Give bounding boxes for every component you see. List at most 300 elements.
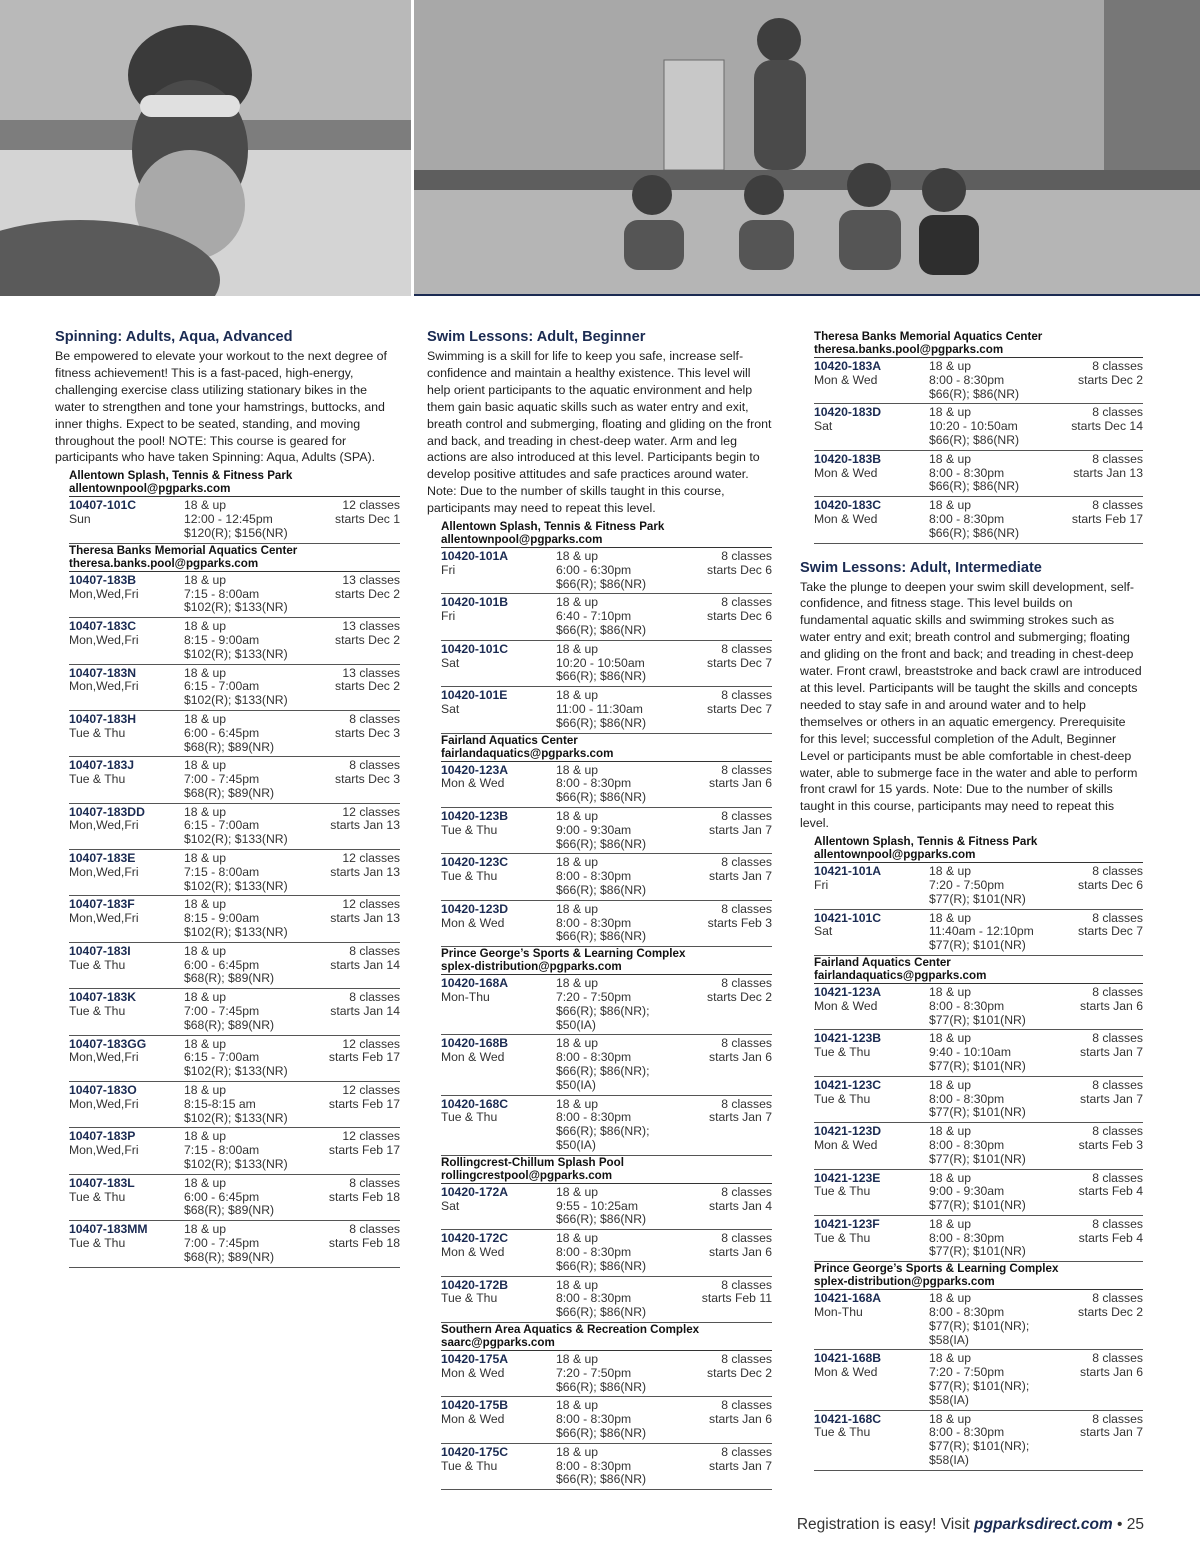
class-details-cell (556, 1446, 664, 1487)
class-id-cell (441, 977, 556, 1032)
class-start: starts Dec 2 (334, 632, 400, 647)
class-start: starts Dec 2 (334, 586, 400, 601)
class-row[interactable] (69, 572, 400, 618)
class-count: 8 classes (721, 1184, 772, 1199)
class-row[interactable] (441, 1277, 772, 1323)
class-row[interactable] (441, 641, 772, 687)
class-code: 10420-172C (441, 1231, 509, 1246)
class-row[interactable] (441, 1351, 772, 1397)
footer-prefix: Registration is easy! Visit (796, 1516, 975, 1533)
class-fee: $77(R); $101(NR) (929, 1198, 1026, 1213)
class-row[interactable] (441, 1035, 772, 1095)
class-schedule-cell (292, 574, 400, 615)
class-details-cell (556, 689, 664, 730)
class-days: Mon & Wed (814, 511, 878, 526)
venue-email[interactable]: splex-distribution@pgparks.com (814, 1275, 1143, 1290)
venue-email[interactable]: fairlandaquatics@pgparks.com (814, 969, 1143, 984)
class-schedule-cell (664, 1353, 772, 1394)
class-days: Tue & Thu (69, 772, 126, 787)
class-age: 18 & up (929, 451, 972, 466)
class-row[interactable] (69, 711, 400, 757)
class-id-cell (814, 360, 929, 401)
venue-name: Theresa Banks Memorial Aquatics Center (814, 330, 1043, 343)
venue-email[interactable]: allentownpool@pgparks.com (441, 533, 772, 548)
class-start: starts Dec 14 (1071, 419, 1143, 434)
class-age: 18 & up (556, 1231, 599, 1246)
class-time: 9:00 - 9:30am (929, 1184, 1005, 1199)
class-code: 10420-101B (441, 595, 509, 610)
class-details-cell (929, 1032, 1036, 1073)
class-id-cell (441, 596, 556, 637)
class-details-cell (929, 499, 1036, 540)
class-row[interactable] (814, 451, 1143, 497)
class-count: 8 classes (721, 1351, 772, 1366)
class-fee: $66(R); $86(NR) (929, 479, 1020, 494)
class-fee: $66(R); $86(NR) (929, 525, 1020, 540)
class-code: 10420-168A (441, 976, 509, 991)
class-row[interactable] (69, 804, 400, 850)
class-schedule-cell (664, 977, 772, 1032)
class-row[interactable] (441, 1230, 772, 1276)
class-code: 10407-183K (69, 990, 137, 1005)
class-details-cell (556, 810, 664, 851)
class-id-cell (814, 1125, 929, 1166)
class-age: 18 & up (556, 855, 599, 870)
class-row[interactable] (69, 896, 400, 942)
class-start: starts Feb 4 (1078, 1230, 1143, 1245)
class-code: 10420-183D (814, 405, 882, 420)
class-fee: $66(R); $86(NR) (556, 1305, 647, 1320)
class-details-cell (184, 1084, 292, 1125)
class-start: starts Feb 11 (701, 1291, 772, 1306)
class-fee: $77(R); $101(NR); $58(IA) (929, 1379, 1030, 1407)
class-row[interactable] (441, 901, 772, 947)
class-schedule-cell (292, 1130, 400, 1171)
class-age: 18 & up (556, 762, 599, 777)
class-time: 12:00 - 12:45pm (184, 512, 273, 527)
class-row[interactable] (814, 910, 1143, 956)
class-row[interactable] (814, 984, 1143, 1030)
class-time: 6:00 - 6:30pm (556, 562, 632, 577)
class-fee: $66(R); $86(NR) (556, 883, 647, 897)
class-time: 8:00 - 8:30pm (929, 511, 1005, 526)
class-id-cell (69, 1177, 184, 1218)
class-fee: $68(R); $89(NR) (184, 785, 275, 800)
class-details-cell (929, 912, 1036, 953)
class-details-cell (184, 620, 292, 661)
class-age: 18 & up (556, 1184, 599, 1199)
class-row[interactable] (69, 665, 400, 711)
class-row[interactable] (814, 497, 1143, 543)
class-code: 10407-183C (69, 619, 137, 634)
class-age: 18 & up (929, 359, 972, 373)
class-start: starts Jan 6 (1080, 1365, 1143, 1380)
class-details-cell (556, 903, 664, 944)
class-id-cell (69, 499, 184, 540)
class-details-cell (929, 1079, 1036, 1120)
class-days: Tue & Thu (814, 1091, 871, 1106)
class-fee: $66(R); $86(NR); $50(IA) (556, 1063, 650, 1092)
class-details-cell (184, 991, 292, 1032)
class-age: 18 & up (184, 943, 227, 958)
class-start: starts Dec 3 (334, 725, 400, 740)
class-days: Tue & Thu (69, 1189, 126, 1204)
column-3 (800, 330, 1143, 1471)
class-code: 10421-123D (814, 1124, 882, 1139)
section-description: Be empowered to elevate your workout to the next degree of fitness achievement! This is a fast-paced, high-energy, challenging exercise class utilizing stationary bikes in the water to strengthen and tone your hamstrings, buttocks, and inner thighs. Expect to be seated, standing, and moving throughout the pool! NOTE: This course is geared for participants who have taken Spinning: Aqua, Adults (SPA). (55, 349, 387, 465)
class-age: 18 & up (929, 1291, 972, 1306)
class-row[interactable] (69, 497, 400, 543)
class-days: Mon & Wed (814, 372, 878, 387)
class-days: Mon,Wed,Fri (69, 632, 139, 647)
class-time: 8:00 - 8:30pm (929, 1425, 1005, 1440)
class-start: starts Jan 13 (330, 911, 400, 926)
class-days: Sat (441, 655, 460, 670)
class-row[interactable] (814, 358, 1143, 404)
class-time: 8:00 - 8:30pm (556, 1050, 632, 1065)
class-start: starts Feb 3 (1078, 1137, 1143, 1152)
venue-email[interactable]: theresa.banks.pool@pgparks.com (814, 343, 1143, 358)
class-age: 18 & up (184, 897, 227, 912)
class-days: Sat (441, 702, 460, 717)
class-id-cell (69, 852, 184, 893)
class-start: starts Jan 13 (1073, 465, 1143, 480)
class-schedule-cell (1036, 865, 1143, 906)
class-age: 18 & up (184, 1036, 227, 1051)
class-count: 8 classes (349, 1175, 400, 1190)
class-id-cell (441, 643, 556, 684)
class-fee: $68(R); $89(NR) (184, 1249, 275, 1264)
class-fee: $66(R); $86(NR) (556, 1258, 647, 1273)
class-fee: $77(R); $101(NR) (929, 1012, 1026, 1027)
class-row[interactable] (441, 808, 772, 854)
class-count: 8 classes (721, 641, 772, 656)
class-fee: $102(R); $133(NR) (184, 693, 288, 708)
venue-block (441, 734, 772, 948)
class-time: 7:00 - 7:45pm (184, 772, 260, 787)
class-details-cell (556, 1186, 664, 1227)
class-count: 8 classes (721, 549, 772, 564)
class-count: 12 classes (342, 1129, 400, 1144)
class-row[interactable] (441, 1444, 772, 1490)
class-code: 10420-175C (441, 1444, 509, 1459)
class-schedule-cell (664, 1446, 772, 1487)
class-details-cell (556, 1279, 664, 1320)
class-details-cell (929, 1292, 1036, 1347)
venue-block (814, 835, 1143, 956)
class-time: 8:15 - 9:00am (184, 911, 260, 926)
class-id-cell (441, 1399, 556, 1440)
class-schedule-cell (292, 1084, 400, 1125)
class-start: starts Jan 7 (709, 1458, 772, 1473)
class-details-cell (929, 1218, 1036, 1259)
class-code: 10421-123C (814, 1077, 882, 1092)
class-id-cell (69, 1130, 184, 1171)
class-start: starts Jan 6 (1080, 998, 1143, 1013)
class-days: Tue & Thu (441, 1110, 498, 1125)
class-row[interactable] (69, 850, 400, 896)
class-details-cell (184, 1223, 292, 1264)
class-time: 6:40 - 7:10pm (556, 609, 632, 624)
class-schedule-cell (664, 643, 772, 684)
class-start: starts Dec 7 (706, 655, 772, 670)
class-id-cell (814, 986, 929, 1027)
class-time: 7:20 - 7:50pm (929, 877, 1005, 892)
class-details-cell (556, 856, 664, 897)
class-fee: $66(R); $86(NR) (556, 1379, 647, 1394)
class-fee: $68(R); $89(NR) (184, 1017, 275, 1032)
class-row[interactable] (69, 1175, 400, 1221)
class-details-cell (556, 1353, 664, 1394)
class-days: Mon & Wed (441, 1244, 505, 1259)
venue-email[interactable]: theresa.banks.pool@pgparks.com (69, 557, 400, 572)
class-row[interactable] (69, 618, 400, 664)
footer-site-link[interactable]: pgparksdirect.com (974, 1516, 1113, 1533)
class-count: 12 classes (342, 804, 400, 819)
class-row[interactable] (69, 1036, 400, 1082)
class-time: 6:15 - 7:00am (184, 1050, 260, 1065)
class-row[interactable] (814, 1123, 1143, 1169)
class-count: 8 classes (721, 1036, 772, 1051)
class-start: starts Jan 7 (1080, 1091, 1143, 1106)
class-row[interactable] (441, 1184, 772, 1230)
class-code: 10420-101C (441, 641, 509, 656)
venue-block (69, 469, 400, 543)
class-details-cell (184, 852, 292, 893)
class-fee: $77(R); $101(NR) (929, 891, 1026, 906)
class-age: 18 & up (184, 711, 227, 726)
class-row[interactable] (69, 1128, 400, 1174)
class-age: 18 & up (556, 688, 599, 703)
class-days: Mon,Wed,Fri (69, 911, 139, 926)
venue-name: Prince George’s Sports & Learning Complex (814, 1262, 1059, 1276)
class-row[interactable] (814, 1350, 1143, 1410)
class-code: 10407-183B (69, 572, 137, 587)
venue-email[interactable]: fairlandaquatics@pgparks.com (441, 747, 772, 762)
class-row[interactable] (69, 989, 400, 1035)
venue-email[interactable]: rollingcrestpool@pgparks.com (441, 1169, 772, 1184)
class-fee: $102(R); $133(NR) (184, 832, 288, 847)
class-row[interactable] (441, 687, 772, 733)
class-count: 8 classes (1092, 1077, 1143, 1092)
class-days: Tue & Thu (441, 869, 498, 884)
class-row[interactable] (441, 762, 772, 808)
venue-name: Allentown Splash, Tennis & Fitness Park (441, 520, 665, 534)
class-age: 18 & up (556, 1096, 599, 1111)
class-time: 8:00 - 8:30pm (929, 1305, 1005, 1320)
class-schedule-cell (1036, 1032, 1143, 1073)
class-count: 8 classes (349, 711, 400, 726)
class-row[interactable] (814, 863, 1143, 909)
class-row[interactable] (441, 1096, 772, 1156)
class-details-cell (929, 1172, 1036, 1213)
class-id-cell (441, 550, 556, 591)
class-schedule-cell (664, 689, 772, 730)
class-row[interactable] (814, 1411, 1143, 1471)
class-days: Mon,Wed,Fri (69, 864, 139, 879)
class-row[interactable] (441, 1397, 772, 1443)
class-fee: $77(R); $101(NR) (929, 1058, 1026, 1073)
class-days: Mon,Wed,Fri (69, 679, 139, 694)
class-time: 8:15 - 9:00am (184, 632, 260, 647)
class-id-cell (441, 764, 556, 805)
class-days: Sat (814, 419, 833, 434)
class-code: 10420-123D (441, 901, 509, 916)
class-row[interactable] (69, 1082, 400, 1128)
class-fee: $66(R); $86(NR); $50(IA) (556, 1003, 650, 1032)
class-schedule-cell (1036, 1292, 1143, 1347)
class-time: 7:15 - 8:00am (184, 586, 260, 601)
class-start: starts Dec 2 (706, 1365, 772, 1380)
class-id-cell (814, 453, 929, 494)
class-code: 10420-172A (441, 1184, 509, 1199)
class-row[interactable] (814, 1290, 1143, 1350)
class-fee: $77(R); $101(NR) (929, 1244, 1026, 1259)
class-schedule-cell (292, 667, 400, 708)
class-days: Tue & Thu (441, 1458, 498, 1473)
class-start: starts Feb 17 (1071, 511, 1143, 526)
class-days: Sat (441, 1198, 460, 1213)
class-details-cell (184, 759, 292, 800)
class-row[interactable] (814, 1030, 1143, 1076)
class-id-cell (441, 1279, 556, 1320)
class-row[interactable] (814, 1170, 1143, 1216)
footer (797, 1516, 1144, 1534)
class-code: 10420-168C (441, 1096, 509, 1111)
class-age: 18 & up (556, 1351, 599, 1366)
section-title: Swim Lessons: Adult, Beginner (427, 329, 646, 345)
class-row[interactable] (814, 1077, 1143, 1123)
class-schedule-cell (292, 759, 400, 800)
class-fee: $66(R); $86(NR) (556, 836, 647, 851)
class-row[interactable] (69, 943, 400, 989)
class-schedule-cell (1036, 360, 1143, 401)
venue-email[interactable]: saarc@pgparks.com (441, 1336, 772, 1351)
class-age: 18 & up (929, 864, 972, 879)
class-code: 10420-123B (441, 809, 509, 824)
class-start: starts Jan 6 (709, 1412, 772, 1427)
class-days: Mon & Wed (814, 1365, 878, 1380)
class-schedule-cell (292, 991, 400, 1032)
class-fee: $77(R); $101(NR) (929, 1151, 1026, 1166)
footer-page-number: • 25 (1112, 1516, 1144, 1533)
class-count: 8 classes (721, 855, 772, 870)
class-fee: $102(R); $133(NR) (184, 1157, 288, 1172)
class-row[interactable] (69, 757, 400, 803)
class-fee: $66(R); $86(NR) (556, 1425, 647, 1440)
class-start: starts Jan 14 (330, 1004, 400, 1019)
class-details-cell (556, 1399, 664, 1440)
class-details-cell (184, 898, 292, 939)
class-row[interactable] (814, 404, 1143, 450)
class-time: 7:20 - 7:50pm (556, 1365, 632, 1380)
class-fee: $66(R); $86(NR) (929, 432, 1020, 447)
class-start: starts Jan 7 (709, 869, 772, 884)
class-row[interactable] (441, 854, 772, 900)
class-time: 8:00 - 8:30pm (929, 1091, 1005, 1106)
class-code: 10421-168A (814, 1291, 882, 1306)
class-code: 10407-183O (69, 1083, 137, 1098)
class-fee: $66(R); $86(NR) (556, 576, 647, 591)
class-count: 8 classes (721, 762, 772, 777)
class-count: 12 classes (342, 1083, 400, 1098)
class-count: 8 classes (349, 758, 400, 773)
venue-name: Prince George’s Sports & Learning Complex (441, 947, 686, 961)
class-schedule-cell (1036, 1218, 1143, 1259)
class-id-cell (69, 759, 184, 800)
class-days: Tue & Thu (441, 1291, 498, 1306)
class-days: Sun (69, 512, 91, 527)
class-fee: $77(R); $101(NR); $58(IA) (929, 1318, 1030, 1347)
class-row[interactable] (814, 1216, 1143, 1262)
class-time: 7:15 - 8:00am (184, 864, 260, 879)
venue-block (441, 1156, 772, 1323)
class-count: 8 classes (349, 990, 400, 1005)
class-time: 8:00 - 8:30pm (556, 915, 632, 930)
class-schedule-cell (292, 499, 400, 540)
class-row[interactable] (441, 548, 772, 594)
class-start: starts Dec 6 (706, 562, 772, 577)
class-fee: $66(R); $86(NR) (556, 790, 647, 805)
class-schedule-cell (292, 1223, 400, 1264)
class-row[interactable] (441, 594, 772, 640)
class-schedule-cell (1036, 499, 1143, 540)
class-time: 6:15 - 7:00am (184, 679, 260, 694)
class-count: 13 classes (342, 665, 400, 680)
class-details-cell (929, 453, 1036, 494)
class-id-cell (441, 1037, 556, 1092)
class-details-cell (184, 713, 292, 754)
class-details-cell (556, 1037, 664, 1092)
class-row[interactable] (69, 1221, 400, 1267)
class-schedule-cell (664, 1232, 772, 1273)
class-id-cell (69, 620, 184, 661)
venue-email[interactable]: splex-distribution@pgparks.com (441, 960, 772, 975)
class-count: 8 classes (721, 809, 772, 824)
class-count: 13 classes (342, 619, 400, 634)
class-time: 8:00 - 8:30pm (556, 1291, 632, 1306)
class-count: 8 classes (1092, 1170, 1143, 1185)
class-code: 10420-172B (441, 1277, 509, 1292)
class-time: 10:20 - 10:50am (556, 655, 645, 670)
class-schedule-cell (1036, 1125, 1143, 1166)
class-schedule-cell (664, 1037, 772, 1092)
class-details-cell (929, 1413, 1036, 1468)
class-count: 8 classes (1092, 910, 1143, 925)
class-code: 10420-175B (441, 1398, 509, 1413)
class-schedule-cell (664, 856, 772, 897)
class-days: Tue & Thu (814, 1425, 871, 1440)
venue-name: Allentown Splash, Tennis & Fitness Park (814, 835, 1038, 849)
class-row[interactable] (441, 975, 772, 1035)
class-age: 18 & up (184, 758, 227, 773)
venue-email[interactable]: allentownpool@pgparks.com (69, 482, 400, 497)
class-schedule-cell (1036, 912, 1143, 953)
class-age: 18 & up (929, 1124, 972, 1139)
class-age: 18 & up (929, 1170, 972, 1185)
class-days: Sat (814, 924, 833, 939)
class-time: 6:15 - 7:00am (184, 818, 260, 833)
venue-name: Fairland Aquatics Center (441, 733, 578, 747)
class-count: 8 classes (1092, 1124, 1143, 1139)
class-schedule-cell (664, 764, 772, 805)
class-time: 8:00 - 8:30pm (929, 1137, 1005, 1152)
class-schedule-cell (1036, 986, 1143, 1027)
venue-block (814, 330, 1143, 544)
class-start: starts Feb 18 (328, 1189, 400, 1204)
venue-email[interactable]: allentownpool@pgparks.com (814, 848, 1143, 863)
class-fee: $68(R); $89(NR) (184, 1203, 275, 1218)
